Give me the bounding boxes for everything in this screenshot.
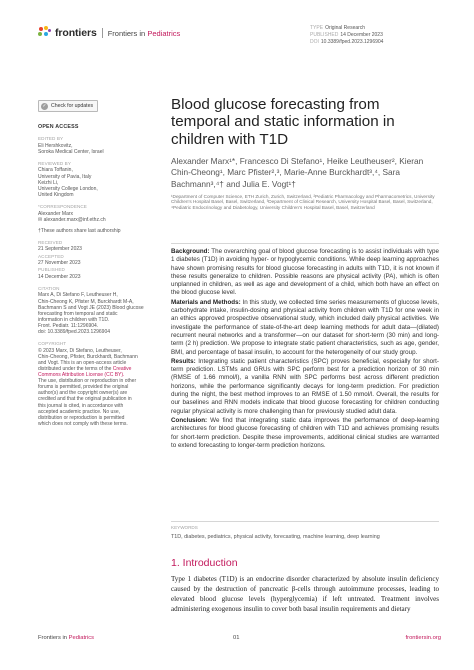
author-list: Alexander Marx¹*, Francesco Di Stefano¹, Heike Leutheuser², Kieran Chin-Cheong¹, Marc Pfister²,³, Marie-Anne Burckhardt³,⁴, Sara Bachmann³,⁴† and Julia E. Vogt¹† — [171, 155, 424, 190]
abstract-results — [171, 358, 439, 416]
shared-authorship-note: †These authors share last authorship — [38, 227, 121, 234]
published-label: PUBLISHED — [38, 267, 65, 273]
affiliations: ¹Department of Computer Science, ETH Zurich, Zurich, Switzerland, ²Pediatric Pharmacology and Pharmacometrics, University Children's Hospital Basel, Basel, Switzerland, ³Department of Clinical Research, University Hospital Basel, Basel, Switzerland, ⁴Pediatric Endocrinology and Diabetology, University Children's Hospital Basel, Basel, Switzerland — [171, 193, 435, 210]
abstract-heading: Results: — [171, 357, 196, 365]
check-updates-label: Check for updates — [51, 102, 94, 109]
citation-line: Chin-Cheong K, Pfister M, Burckhardt M-A, — [38, 298, 134, 305]
abstract-top-divider — [171, 243, 439, 244]
correspondence-email[interactable]: ✉ alexander.marx@inf.ethz.ch — [38, 216, 106, 223]
correspondence-label: *CORRESPONDENCE — [38, 203, 87, 209]
published-value: 14 December 2023 — [340, 32, 383, 38]
copyright-line-start: distributed under the terms of the — [38, 366, 113, 372]
citation-line: Front. Pediatr. 11:1296904. — [38, 322, 99, 329]
editor-line: Eli Hershkovitz, — [38, 142, 73, 149]
footer-site-link[interactable]: frontiersin.org — [405, 635, 441, 641]
introduction-text: Type 1 diabetes (T1D) is an endocrine disorder characterized by absolute insulin deficiency caused by the destruction of pancreatic β-cells through autoimmune processes, leading to elevated blood glucose levels (hyperglycemia) if left untreated. Treatment involves administering exogenous insulin to cover both basal insulin requirements and dietary — [171, 575, 439, 613]
journal-prefix: Frontiers in — [107, 28, 146, 38]
abstract-background — [171, 248, 439, 298]
copyright-line: © 2023 Marx, Di Stefano, Leutheuser, — [38, 347, 122, 354]
copyright-line: The use, distribution or reproduction in other — [38, 378, 137, 385]
footer-journal[interactable] — [38, 635, 94, 641]
citation-line: Bachmann S and Vogt JE (2023) Blood glucose — [38, 304, 144, 311]
frontiers-logo-icon — [38, 26, 52, 40]
copyright-line: Chin-Cheong, Pfister, Burckhardt, Bachmann — [38, 353, 138, 360]
received-label: RECEIVED — [38, 239, 63, 245]
citation-line: information in children with T1D. — [38, 316, 110, 323]
frontiers-logo[interactable] — [38, 26, 180, 40]
page-number: 01 — [233, 635, 240, 641]
copyright-line — [38, 366, 148, 378]
article-heading — [171, 96, 439, 210]
reviewer-line: Chiara Toffanin, — [38, 167, 73, 174]
reviewer-line: Keizhi Li, — [38, 179, 59, 186]
abstract-body: In this study, we collected time series measurements of glucose levels, carbohydrate intake, insulin-dosing and physical activity from children with T1D for one week in an ethics approved prospective observational study, which included daily physical activities. We investigate the performance of state-of-the-art deep learning methods for adult data—(dilated) recurrent neural networks and a transformer—on our dataset for short-term (30 min) and long-term (2 h) prediction. We propose to integrate static patient characteristics, such as age, gender, BMI, and percentage of basal insulin, to account for the heterogeneity of our study group. — [171, 298, 439, 356]
abstract-body: Integrating static patient characteristics (SPC) proves beneficial, especially for short-term prediction. LSTMs and GRUs with SPC perform best for a prediction horizon of 30 min (RMSE of 1.66 mmol/l), a vanilla RNN with SPC performs best across different prediction horizons, while the performance significantly decays for long-term prediction. For prediction during the night, the best method improves to an RMSE of 1.50 mmol/l. Overall, the results for our baselines and RNN models indicate that blood glucose forecasting for children conducting regular physical activity is more challenging than for previously studied adult data. — [171, 357, 439, 415]
copyright-line: distribution or reproduction is permitted — [38, 414, 125, 421]
abstract-heading: Materials and Methods: — [171, 298, 241, 306]
doi-label: DOI — [310, 39, 319, 45]
published-date: 14 December 2023 — [38, 273, 81, 280]
footer-journal-title: Pediatrics — [68, 635, 95, 641]
reviewer-line: United Kingdom — [38, 191, 74, 198]
article-sidebar — [38, 100, 148, 427]
abstract-heading: Background: — [171, 248, 210, 255]
reviewer-list — [38, 167, 148, 197]
copyright-line: forums is permitted, provided the original — [38, 384, 129, 391]
reviewer-line: University College London, — [38, 185, 98, 192]
copyright-line: and Vogt. This is an open-access article — [38, 359, 127, 366]
citation-line: Marx A, Di Stefano F, Leutheuser H, — [38, 292, 118, 299]
accepted-label: ACCEPTED — [38, 253, 64, 259]
check-updates-icon: ✓ — [42, 102, 47, 109]
reviewed-by-label: REVIEWED BY — [38, 160, 72, 166]
abstract-body: We find that integrating static data improves the performance of deep-learning architectures for blood glucose forecasting of children with T1D and achieves promising results for short-term prediction. Despite these improvements, additional clinical studies are warranted to extend forecasting to longer-term prediction horizons. — [171, 416, 439, 449]
article-title: Blood glucose forecasting from temporal and static information in children with T1D — [171, 96, 395, 148]
keywords: T1D, diabetes, pediatrics, physical activity, forecasting, machine learning, deep learning — [171, 534, 380, 540]
journal-title: Pediatrics — [147, 28, 181, 38]
logo-wordmark: frontiers — [55, 27, 97, 39]
abstract-body: The overarching goal of blood glucose forecasting is to assist individuals with type 1 diabetes (T1D) in avoiding hyper- or hypoglycemic conditions. While deep learning approaches have shown promising results for blood glucose forecasting in adults with T1D, it is not known if these results generalize to children. Possible reasons are physical activity (PA), which is often unplanned in children, as well as age and development of a child, which both have an effect on the blood glucose level. — [171, 248, 439, 297]
keywords-divider — [171, 521, 439, 522]
article-meta — [310, 25, 383, 46]
journal-name — [108, 29, 181, 38]
received-date: 21 September 2023 — [38, 246, 82, 253]
editor-line: Soroka Medical Center, Israel — [38, 148, 104, 155]
keywords-label: KEYWORDS — [171, 525, 198, 530]
editor-list — [38, 143, 148, 155]
license-link[interactable]: Creative Commons Attribution License (CC BY). — [38, 366, 132, 379]
copyright-line: accepted academic practice. No use, — [38, 408, 120, 415]
copyright-line: this journal is cited, in accordance with — [38, 402, 124, 409]
citation-doi[interactable]: doi: 10.3389/fped.2023.1296904 — [38, 329, 111, 336]
abstract — [171, 248, 439, 451]
citation-line: forecasting from temporal and static — [38, 310, 118, 317]
abstract-conclusion — [171, 417, 439, 450]
copyright-label: COPYRIGHT — [38, 341, 67, 347]
footer-journal-prefix: Frontiers in — [38, 635, 67, 641]
corresponding-author: Alexander Marx — [38, 210, 74, 217]
edited-by-label: EDITED BY — [38, 136, 64, 142]
copyright-line: which does not comply with these terms. — [38, 420, 128, 427]
abstract-methods — [171, 299, 439, 357]
correspondence-info — [38, 211, 148, 223]
citation-text — [38, 292, 148, 335]
copyright-text — [38, 348, 148, 427]
section-heading: 1. Introduction — [171, 557, 238, 569]
accepted-date: 27 November 2023 — [38, 260, 81, 267]
logo-divider — [102, 28, 103, 38]
check-updates-button[interactable] — [38, 100, 98, 112]
page-header — [38, 20, 448, 50]
copyright-line: author(s) and the copyright owner(s) are — [38, 390, 128, 397]
reviewer-line: University of Pavia, Italy — [38, 173, 92, 180]
copyright-line: credited and that the original publication in — [38, 396, 132, 403]
abstract-heading: Conclusion: — [171, 416, 208, 424]
type-value: Original Research — [325, 25, 366, 31]
type-label: TYPE — [310, 25, 324, 31]
published-label: PUBLISHED — [310, 32, 339, 38]
citation-label: CITATION — [38, 285, 60, 291]
open-access-label: OPEN ACCESS — [38, 124, 79, 130]
doi-link[interactable]: 10.3389/fped.2023.1296904 — [320, 39, 384, 45]
